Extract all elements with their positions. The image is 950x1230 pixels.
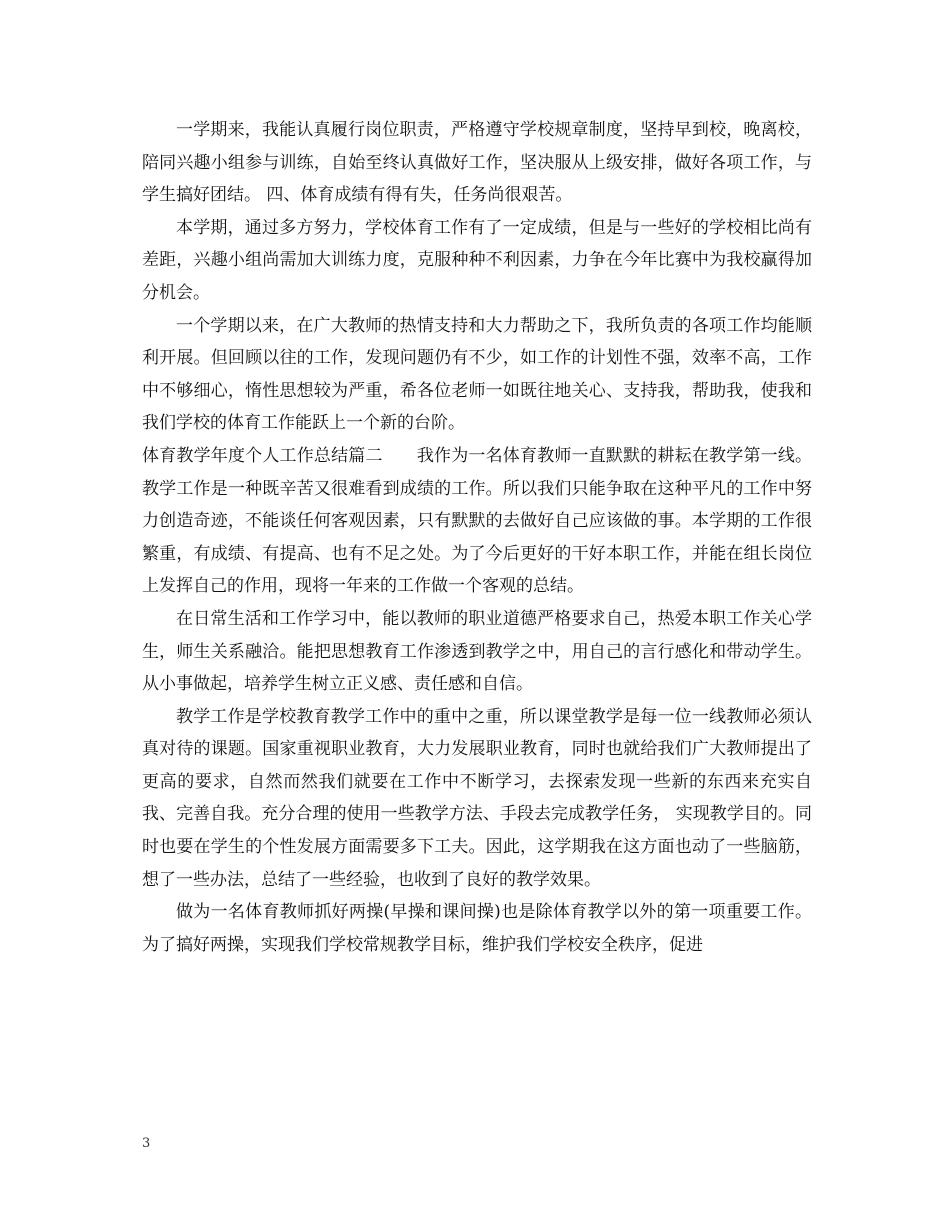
paragraph: 一学期来，我能认真履行岗位职责，严格遵守学校规章制度，坚持早到校，晚离校，陪同兴趣小组参与训练，自始至终认真做好工作，坚决服从上级安排，做好各项工作，与学生搞好团结。 四、体育成绩有得有失，任务尚很艰苦。: [142, 120, 812, 206]
page-number: 3: [142, 1136, 151, 1151]
paragraph: 本学期，通过多方努力，学校体育工作有了一定成绩，但是与一些好的学校相比尚有差距，兴趣小组尚需加大训练力度，克服种种不利因素，力争在今年比赛中为我校赢得加分机会。: [142, 217, 812, 303]
paragraph: 在日常生活和工作学习中，能以教师的职业道德严格要求自己，热爱本职工作关心学生，师生关系融洽。能把思想教育工作渗透到教学之中，用自己的言行感化和带动学生。从小事做起，培养学生树立正义感、责任感和自信。: [142, 608, 812, 695]
section-heading: 体育教学年度个人工作总结篇二: [142, 445, 383, 466]
paragraph: 做为一名体育教师抓好两操(早操和课间操)也是除体育教学以外的第一项重要工作。为了搞好两操，实现我们学校常规教学目标，维护我们学校安全秩序，促进: [142, 902, 812, 955]
paragraph: 教学工作是学校教育教学工作中的重中之重，所以课堂教学是每一位一线教师必须认真对待的课题。国家重视职业教育，大力发展职业教育，同时也就给我们广大教师提出了更高的要求，自然而然我们就要在工作中不断学习，去探索发现一些新的东西来充实自我、完善自我。充分合理的使用一些教学方法、手段去完成教学任务， 实现教学目的。同时也要在学生的个性发展方面需要多下工夫。因此，这学期我在这方面也动了一些脑筋，想了一些办法，总结了一些经验，也收到了良好的教学效果。: [142, 706, 812, 890]
section-paragraph: [142, 440, 812, 603]
section-first-paragraph-text: 我作为一名体育教师一直默默的耕耘在教学第一线。教学工作是一种既辛苦又很难看到成绩的工作。所以我们只能争取在这种平凡的工作中努力创造奇迹，不能谈任何客观因素，只有默默的去做好自己应该做的事。本学期的工作很繁重，有成绩、有提高、也有不足之处。为了今后更好的干好本职工作，并能在组长岗位上发挥自己的作用，现将一年来的工作做一个客观的总结。: [142, 445, 813, 597]
document-body: [142, 114, 812, 961]
paragraph: 一个学期以来，在广大教师的热情支持和大力帮助之下，我所负责的各项工作均能顺利开展。但回顾以往的工作，发现问题仍有不少，如工作的计划性不强，效率不高，工作中不够细心，惰性思想较为严重，希各位老师一如既往地关心、支持我，帮助我，使我和我们学校的体育工作能跃上一个新的台阶。: [142, 315, 812, 434]
